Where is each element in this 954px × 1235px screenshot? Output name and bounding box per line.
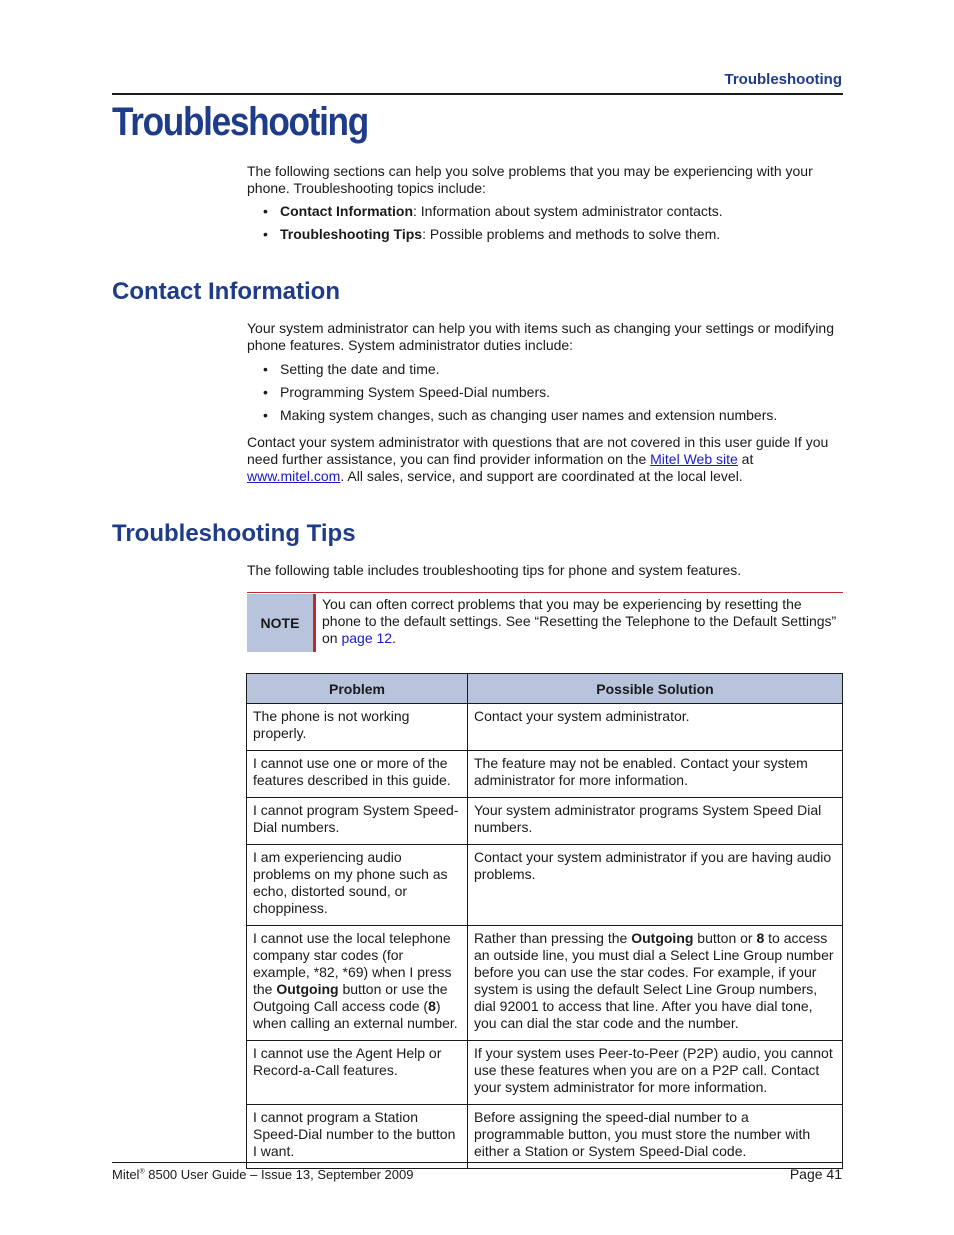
footer-brand: Mitel: [112, 1167, 140, 1182]
table-row: [247, 1105, 843, 1169]
header-rule: [112, 93, 843, 95]
tips-heading: Troubleshooting Tips: [112, 520, 356, 547]
tips-intro: The following table includes troubleshooting tips for phone and system features.: [247, 562, 742, 578]
solution-cell: Contact your system administrator.: [468, 704, 843, 751]
solution-cell: [468, 926, 843, 1041]
table-row: [247, 926, 843, 1041]
topics-list: [247, 203, 723, 249]
problem-text: I cannot use the local telephone company star codes (for example, *82, *69) when I press the: [253, 930, 452, 997]
admin-duties-list: [247, 361, 777, 430]
solution-cell: Contact your system administrator if you are having audio problems.: [468, 845, 843, 926]
note-text: [322, 596, 842, 647]
problem-cell: I cannot program System Speed-Dial numbers.: [247, 798, 468, 845]
list-item: • Programming System Speed-Dial numbers.: [247, 384, 777, 407]
solution-key-term: Outgoing: [631, 930, 694, 946]
footer-guide-info: [112, 1167, 413, 1182]
page-12-link[interactable]: page 12: [341, 630, 393, 646]
contact-text: Your system administrator can help you with items such as changing your settings or modifying phone features. System administrator duties include:: [247, 320, 834, 353]
footer-rule: [112, 1162, 843, 1163]
note-box: [247, 592, 843, 652]
chapter-title: Troubleshooting: [112, 100, 368, 144]
solution-cell: If your system uses Peer-to-Peer (P2P) audio, you cannot use these features when you are on a P2P call. Contact your system administrator for more information.: [468, 1041, 843, 1105]
contact-para-text: Contact your system administrator with questions that are not covered in this user guide If you need further assistance, you can find provider information on the: [247, 434, 829, 467]
contact-para-text: at: [737, 451, 754, 467]
footer-guide-title: 8500 User Guide – Issue 13, September 2009: [144, 1167, 414, 1182]
solution-text: Rather than pressing the: [474, 930, 632, 946]
problem-cell: I cannot program a Station Speed-Dial number to the button I want.: [247, 1105, 468, 1169]
solution-cell: The feature may not be enabled. Contact your system administrator for more information.: [468, 751, 843, 798]
mitel-url-link[interactable]: www.mitel.com: [247, 468, 341, 484]
registered-mark: ®: [139, 1168, 145, 1176]
note-label: NOTE: [247, 594, 313, 652]
list-item: [247, 226, 723, 249]
troubleshooting-table: [246, 673, 843, 1169]
table-row: [247, 751, 843, 798]
contact-heading: Contact Information: [112, 278, 340, 305]
solution-text: button or: [693, 930, 757, 946]
solution-text: to access an outside line, you must dial a Select Line Group number before you can use the star codes. For example, if your system is using the default Select Line Group numbers, dial 92001 to access that line. After you have dial tone, you can dial the star code and the number.: [474, 930, 834, 1031]
mitel-web-site-link[interactable]: Mitel Web site: [650, 451, 738, 467]
topic-term: Contact Information: [280, 203, 413, 219]
contact-para: [247, 434, 843, 485]
running-header: Troubleshooting: [724, 71, 842, 88]
table-row: [247, 798, 843, 845]
topic-desc: : Information about system administrator contacts.: [413, 203, 723, 219]
problem-cell: The phone is not working properly.: [247, 704, 468, 751]
table-row: [247, 845, 843, 926]
table-row: [247, 1041, 843, 1105]
list-item: • Setting the date and time.: [247, 361, 777, 384]
column-header-solution: Possible Solution: [468, 674, 843, 704]
topic-term: Troubleshooting Tips: [280, 226, 423, 242]
note-top-rule: [247, 592, 843, 593]
page-number: Page 41: [789, 1166, 842, 1182]
problem-text: button or use the Outgoing Call access code (: [253, 981, 448, 1014]
list-item: [247, 203, 723, 226]
problem-cell: I cannot use the Agent Help or Record-a-Call features.: [247, 1041, 468, 1105]
problem-key-term: Outgoing: [276, 981, 339, 997]
solution-cell: Your system administrator programs System Speed Dial numbers.: [468, 798, 843, 845]
note-body: You can often correct problems that you may be experiencing by resetting the phone to the default settings. See “Resetting the Telephone to the Default Settings” on: [322, 596, 837, 646]
problem-cell: [247, 926, 468, 1041]
table-header-row: [247, 674, 843, 704]
problem-key-term: 8: [428, 998, 436, 1014]
problem-text: ) when calling an external number.: [253, 998, 458, 1031]
table-row: [247, 704, 843, 751]
intro-text: The following sections can help you solve problems that you may be experiencing with your phone. Troubleshooting topics include:: [247, 163, 813, 196]
solution-key-term: 8: [756, 930, 765, 946]
problem-cell: I cannot use one or more of the features described in this guide.: [247, 751, 468, 798]
note-end: .: [392, 630, 396, 646]
solution-cell: Before assigning the speed-dial number to a programmable button, you must store the number with either a Station or System Speed-Dial code.: [468, 1105, 843, 1169]
contact-para-text: . All sales, service, and support are coordinated at the local level.: [340, 468, 743, 484]
problem-cell: I am experiencing audio problems on my phone such as echo, distorted sound, or choppiness.: [247, 845, 468, 926]
column-header-problem: Problem: [247, 674, 468, 704]
topic-desc: : Possible problems and methods to solve them.: [422, 226, 721, 242]
note-accent-bar: [313, 594, 316, 652]
list-item: • Making system changes, such as changing user names and extension numbers.: [247, 407, 777, 430]
